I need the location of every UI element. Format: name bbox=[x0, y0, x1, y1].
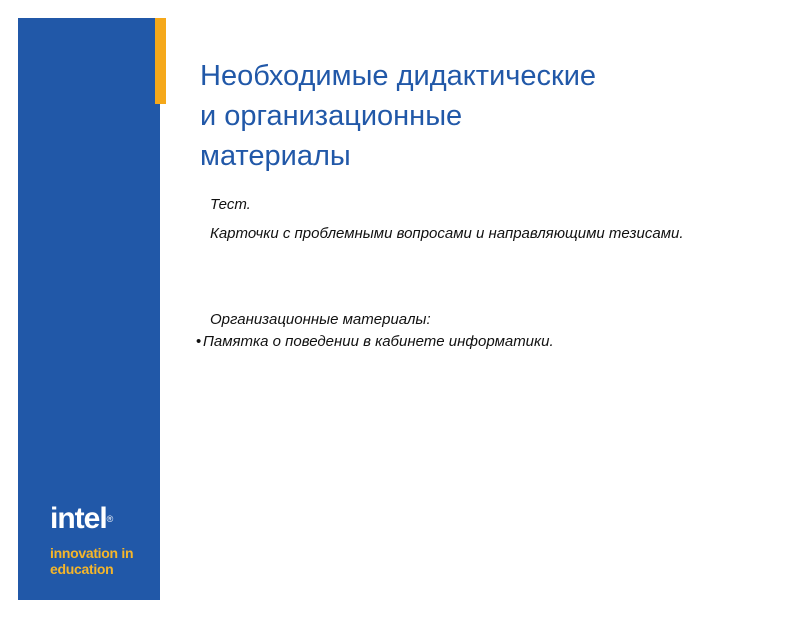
intel-logo bbox=[50, 502, 150, 577]
body-item-cards: Карточки с проблемными вопросами и направляющими тезисами. bbox=[210, 225, 684, 242]
logo-tagline bbox=[50, 545, 150, 577]
bullet-item-text: Памятка о поведении в кабинете информатики. bbox=[203, 333, 554, 350]
logo-tagline-line2: education bbox=[50, 561, 114, 577]
slide-title bbox=[200, 56, 760, 176]
logo-wordmark bbox=[50, 502, 150, 536]
title-line-3: материалы bbox=[200, 140, 351, 172]
logo-tagline-line1: innovation in bbox=[50, 545, 134, 561]
sidebar-panel bbox=[18, 18, 160, 600]
body-item-test: Тест. bbox=[210, 196, 251, 213]
accent-bar bbox=[155, 18, 166, 104]
title-line-2: и организационные bbox=[200, 100, 463, 132]
bullet-item bbox=[196, 331, 756, 353]
title-line-1: Необходимые дидактические bbox=[200, 60, 597, 92]
logo-wordmark-text: intel bbox=[50, 502, 107, 535]
body-item-org-materials: Организационные материалы: bbox=[210, 311, 431, 328]
registered-mark: ® bbox=[106, 514, 114, 524]
bullet-marker: • bbox=[196, 333, 202, 350]
slide-body bbox=[196, 194, 756, 353]
